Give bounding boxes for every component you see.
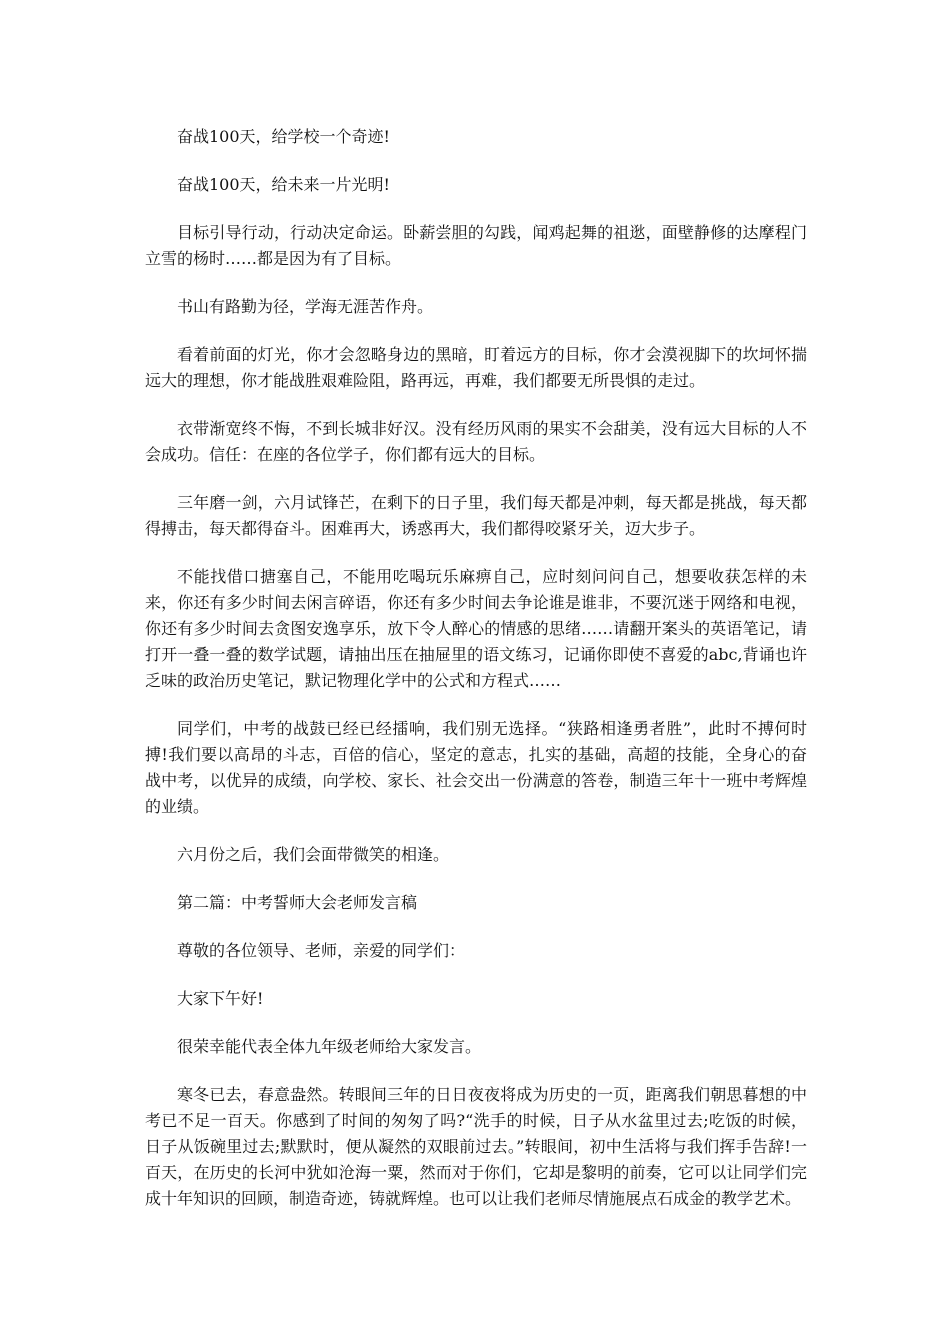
paragraph-9: 同学们，中考的战鼓已经已经擂响，我们别无选择。“狭路相逢勇者胜”，此时不搏何时搏!我们要以高昂的斗志，百倍的信心，坚定的意志，扎实的基础，高超的技能，全身心的奋战中考，以优异的成绩，向学校、家长、社会交出一份满意的答卷，制造三年十一班中考辉煌的业绩。 (145, 719, 807, 816)
section-heading: 第二篇：中考誓师大会老师发言稿 (177, 893, 418, 912)
paragraph-7: 三年磨一剑，六月试锋芒，在剩下的日子里，我们每天都是冲刺，每天都是挑战，每天都得搏击，每天都得奋斗。困难再大，诱惑再大，我们都得咬紧牙关，迈大步子。 (145, 493, 807, 538)
paragraph-6: 衣带渐宽终不悔，不到长城非好汉。没有经历风雨的果实不会甜美，没有远大目标的人不会成功。信任：在座的各位学子，你们都有远大的目标。 (145, 419, 807, 464)
paragraph-5: 看着前面的灯光，你才会忽略身边的黑暗，盯着远方的目标，你才会漠视脚下的坎坷怀揣远大的理想，你才能战胜艰难险阻，路再远，再难，我们都要无所畏惧的走过。 (145, 345, 807, 390)
paragraph-1: 奋战100天，给学校一个奇迹! (177, 127, 390, 146)
paragraph-2: 奋战100天，给未来一片光明! (177, 175, 390, 194)
paragraph-10: 六月份之后，我们会面带微笑的相逢。 (177, 845, 450, 864)
paragraph-4: 书山有路勤为径，学海无涯苦作舟。 (177, 297, 434, 316)
document-body (145, 124, 807, 1234)
greeting: 大家下午好! (177, 989, 264, 1008)
paragraph-15: 寒冬已去，春意盎然。转眼间三年的日日夜夜将成为历史的一页，距离我们朝思暮想的中考已不足一百天。你感到了时间的匆匆了吗?“洗手的时候，日子从水盆里过去;吃饭的时候，日子从饭碗里过去;默默时，便从凝然的双眼前过去。”转眼间，初中生活将与我们挥手告辞!一百天，在历史的长河中犹如沧海一粟，然而对于你们，它却是黎明的前奏，它可以让同学们完成十年知识的回顾，制造奇迹，铸就辉煌。也可以让我们老师尽情施展点石成金的教学艺术。 (145, 1085, 807, 1208)
paragraph-3: 目标引导行动，行动决定命运。卧薪尝胆的勾践，闻鸡起舞的祖逖，面壁静修的达摩程门立雪的杨时……都是因为有了目标。 (145, 223, 807, 268)
salutation: 尊敬的各位领导、老师，亲爱的同学们： (177, 941, 466, 960)
paragraph-8: 不能找借口搪塞自己，不能用吃喝玩乐麻痹自己，应时刻问问自己，想要收获怎样的未来，你还有多少时间去闲言碎语，你还有多少时间去争论谁是谁非，不要沉迷于网络和电视，你还有多少时间去贪图安逸享乐，放下令人醉心的情感的思绪……请翻开案头的英语笔记，请打开一叠一叠的数学试题，请抽出压在抽屉里的语文练习，记诵你即使不喜爱的abc,背诵也许乏味的政治历史笔记，默记物理化学中的公式和方程式…… (145, 567, 807, 690)
paragraph-14: 很荣幸能代表全体九年级老师给大家发言。 (177, 1037, 482, 1056)
